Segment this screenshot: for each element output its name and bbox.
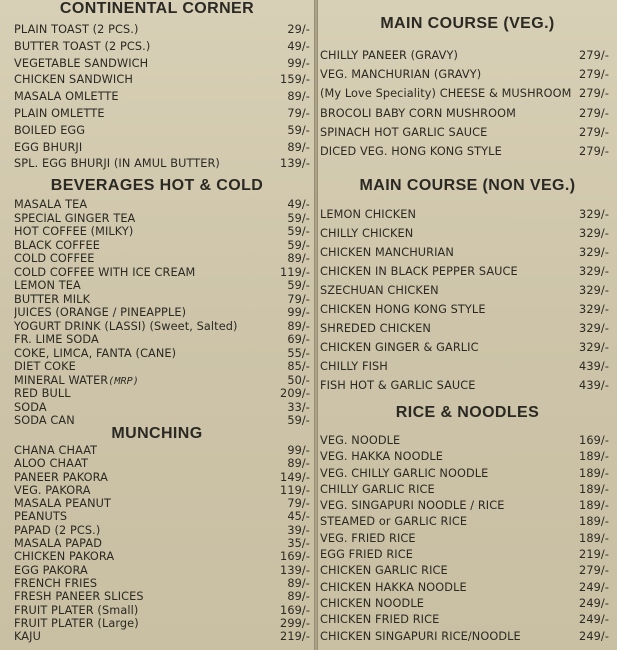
menu-item-price: 45/- bbox=[287, 510, 310, 524]
menu-item-name: CHILLY PANEER (GRAVY) bbox=[320, 49, 458, 62]
menu-item-name: KAJU bbox=[14, 630, 41, 644]
menu-item-name: PLAIN TOAST (2 PCS.) bbox=[14, 23, 139, 36]
menu-item-price: 209/- bbox=[280, 387, 310, 400]
menu-item-row bbox=[320, 514, 609, 530]
menu-item-row bbox=[14, 212, 310, 226]
menu-item-name: LEMON CHICKEN bbox=[320, 208, 417, 221]
menu-item-name: CHICKEN PAKORA bbox=[14, 550, 115, 564]
menu-item-name: FRESH PANEER SLICES bbox=[14, 590, 144, 604]
menu-item-name: YOGURT DRINK (LASSI) (Sweet, Salted) bbox=[14, 319, 238, 333]
menu-item-row bbox=[320, 449, 609, 465]
menu-item-price: 85/- bbox=[287, 360, 310, 373]
section-title-rice-noodles: RICE & NOODLES bbox=[395, 404, 540, 421]
menu-item-price: 249/- bbox=[579, 580, 609, 594]
menu-item-price: 50/- bbox=[287, 373, 310, 387]
menu-item-price: 39/- bbox=[287, 523, 310, 537]
menu-item-row bbox=[320, 300, 609, 319]
menu-item-name: JUICES (ORANGE / PINEAPPLE) bbox=[14, 306, 187, 319]
menu-item-price: 279/- bbox=[579, 68, 609, 82]
menu-item-price: 279/- bbox=[579, 87, 609, 101]
menu-item-row bbox=[14, 564, 310, 577]
menu-item-price: 219/- bbox=[579, 548, 609, 562]
main-nonveg-list bbox=[320, 205, 609, 395]
menu-item-row bbox=[14, 239, 310, 253]
menu-item-row bbox=[14, 360, 310, 374]
menu-item-name: SODA CAN bbox=[14, 414, 75, 427]
menu-item-row bbox=[14, 333, 310, 347]
menu-item-name: EGG FRIED RICE bbox=[320, 548, 413, 562]
menu-item-price: 35/- bbox=[287, 537, 310, 551]
menu-item-price: 59/- bbox=[287, 238, 310, 252]
menu-item-row bbox=[14, 56, 310, 73]
menu-item-name: FRUIT PLATER (Small) bbox=[14, 603, 139, 617]
menu-item-name: VEG. HAKKA NOODLE bbox=[320, 450, 444, 464]
menu-item-name: EGG BHURJI bbox=[14, 140, 83, 154]
menu-item-name: BUTTER MILK bbox=[14, 292, 91, 306]
menu-item-price: 59/- bbox=[287, 279, 310, 292]
menu-item-row bbox=[14, 484, 310, 497]
menu-item-row bbox=[14, 387, 310, 401]
menu-item-name: COLD COFFEE bbox=[14, 252, 95, 265]
menu-item-price: 79/- bbox=[287, 497, 310, 511]
menu-item-row bbox=[14, 510, 310, 523]
menu-item-price: 189/- bbox=[579, 531, 609, 545]
menu-item-price: 189/- bbox=[579, 450, 609, 464]
menu-item-price: 249/- bbox=[579, 629, 609, 643]
menu-item-row bbox=[320, 243, 609, 262]
main-veg-list bbox=[320, 46, 609, 161]
menu-item-row bbox=[14, 347, 310, 361]
menu-item-row bbox=[320, 563, 609, 579]
menu-item-row bbox=[14, 198, 310, 212]
menu-item-price: 89/- bbox=[287, 576, 310, 590]
menu-item-price: 89/- bbox=[287, 90, 310, 104]
menu-item-price: 33/- bbox=[287, 400, 310, 414]
menu-item-name: SPINACH HOT GARLIC SAUCE bbox=[320, 125, 488, 139]
menu-item-name: VEGETABLE SANDWICH bbox=[14, 56, 149, 70]
menu-item-name: CHICKEN HONG KONG STYLE bbox=[320, 303, 486, 316]
menu-item-row bbox=[14, 617, 310, 630]
menu-item-name: CHICKEN MANCHURIAN bbox=[320, 246, 454, 259]
menu-item-name: BOILED EGG bbox=[14, 123, 86, 137]
menu-item-name: VEG. MANCHURIAN (GRAVY) bbox=[320, 68, 482, 82]
menu-item-row bbox=[14, 590, 310, 603]
menu-item-price: 139/- bbox=[280, 563, 310, 577]
menu-item-name: FISH HOT & GARLIC SAUCE bbox=[320, 379, 476, 392]
menu-item-row bbox=[320, 46, 609, 65]
menu-item-price: 89/- bbox=[287, 140, 310, 154]
menu-item-name: BUTTER TOAST (2 PCS.) bbox=[14, 39, 151, 53]
continental-list bbox=[14, 22, 310, 173]
beverages-list bbox=[14, 198, 310, 428]
section-title-main-nonveg: MAIN COURSE (NON VEG.) bbox=[359, 177, 576, 194]
menu-item-name: LEMON TEA bbox=[14, 279, 81, 292]
menu-item-name: SZECHUAN CHICKEN bbox=[320, 284, 439, 297]
menu-item-price: 439/- bbox=[579, 360, 609, 373]
menu-item-price: 329/- bbox=[579, 322, 609, 335]
menu-item-name: VEG. SINGAPURI NOODLE / RICE bbox=[320, 499, 505, 513]
menu-item-row bbox=[320, 104, 609, 123]
menu-item-name: PEANUTS bbox=[14, 510, 68, 524]
menu-item-price: 89/- bbox=[287, 457, 310, 471]
menu-item-name: STEAMED or GARLIC RICE bbox=[320, 515, 468, 529]
menu-item-row bbox=[14, 306, 310, 320]
menu-item-name: RED BULL bbox=[14, 387, 71, 400]
menu-item-name: COKE, LIMCA, FANTA (CANE) bbox=[14, 346, 177, 360]
menu-item-name: MINERAL WATER(MRP) bbox=[14, 373, 139, 387]
menu-item-price: 169/- bbox=[280, 550, 310, 564]
menu-item-price: 159/- bbox=[280, 73, 310, 87]
menu-item-name: CHICKEN IN BLACK PEPPER SAUCE bbox=[320, 265, 518, 278]
menu-item-row bbox=[320, 531, 609, 547]
menu-item-row bbox=[14, 537, 310, 550]
menu-item-row bbox=[14, 457, 310, 470]
menu-item-price: 329/- bbox=[579, 246, 609, 259]
menu-item-price: 49/- bbox=[287, 39, 310, 53]
menu-item-name: CHANA CHAAT bbox=[14, 444, 98, 457]
menu-item-name: CHICKEN NOODLE bbox=[320, 596, 424, 610]
menu-item-price: 189/- bbox=[579, 466, 609, 480]
menu-item-price: 189/- bbox=[579, 482, 609, 496]
menu-item-price: 219/- bbox=[280, 630, 310, 644]
menu-item-row bbox=[14, 140, 310, 157]
menu-item-price: 189/- bbox=[579, 499, 609, 513]
menu-item-price: 79/- bbox=[287, 292, 310, 306]
menu-item-name: FRUIT PLATER (Large) bbox=[14, 616, 139, 630]
menu-item-name: CHICKEN SANDWICH bbox=[14, 73, 133, 87]
menu-item-row bbox=[14, 471, 310, 484]
section-title-beverages: BEVERAGES HOT & COLD bbox=[50, 177, 264, 194]
menu-item-price: 249/- bbox=[579, 613, 609, 627]
section-title-main-veg: MAIN COURSE (VEG.) bbox=[380, 15, 555, 32]
menu-item-row bbox=[14, 225, 310, 239]
menu-item-row bbox=[320, 142, 609, 161]
menu-item-row bbox=[320, 224, 609, 243]
menu-item-name: BLACK COFFEE bbox=[14, 238, 100, 252]
menu-item-name: PAPAD (2 PCS.) bbox=[14, 523, 101, 537]
menu-item-price: 189/- bbox=[579, 515, 609, 529]
menu-item-row bbox=[320, 612, 609, 628]
menu-item-row bbox=[14, 444, 310, 457]
menu-item-name: HOT COFFEE (MILKY) bbox=[14, 225, 134, 238]
menu-item-name: SPL. EGG BHURJI (IN AMUL BUTTER) bbox=[14, 157, 220, 171]
menu-item-name: SODA bbox=[14, 400, 47, 414]
menu-item-row bbox=[14, 293, 310, 307]
menu-item-price: 329/- bbox=[579, 303, 609, 316]
menu-item-row bbox=[14, 577, 310, 590]
menu-item-name: CHICKEN HAKKA NOODLE bbox=[320, 580, 467, 594]
menu-item-name: VEG. FRIED RICE bbox=[320, 531, 416, 545]
menu-item-name: FR. LIME SODA bbox=[14, 333, 99, 346]
menu-item-name: SPECIAL GINGER TEA bbox=[14, 211, 136, 225]
menu-item-row bbox=[320, 262, 609, 281]
menu-item-price: 139/- bbox=[280, 157, 310, 171]
menu-item-row bbox=[14, 497, 310, 510]
menu-item-price: 59/- bbox=[287, 123, 310, 137]
menu-item-price: 119/- bbox=[280, 265, 310, 279]
munching-list bbox=[14, 444, 310, 643]
menu-item-name: VEG. NOODLE bbox=[320, 434, 401, 447]
menu-item-price: 279/- bbox=[579, 125, 609, 139]
menu-item-row bbox=[320, 466, 609, 482]
menu-item-row bbox=[320, 580, 609, 596]
menu-item-row bbox=[14, 89, 310, 106]
menu-item-price: 59/- bbox=[287, 225, 310, 238]
menu-item-price: 279/- bbox=[579, 49, 609, 62]
menu-item-price: 279/- bbox=[579, 144, 609, 158]
menu-item-row bbox=[14, 39, 310, 56]
menu-item-row bbox=[320, 357, 609, 376]
menu-item-price: 329/- bbox=[579, 227, 609, 240]
menu-item-row bbox=[320, 596, 609, 612]
menu-item-name: CHICKEN GINGER & GARLIC bbox=[320, 341, 479, 354]
menu-item-row bbox=[320, 281, 609, 300]
menu-item-price: 299/- bbox=[280, 616, 310, 630]
handwritten-note: (MRP) bbox=[108, 375, 139, 387]
menu-item-price: 149/- bbox=[280, 470, 310, 484]
menu-item-price: 329/- bbox=[579, 284, 609, 297]
menu-item-name: VEG. PAKORA bbox=[14, 483, 91, 497]
menu-item-row bbox=[14, 156, 310, 173]
section-title-continental: CONTINENTAL CORNER bbox=[59, 0, 255, 17]
menu-item-name: CHICKEN SINGAPURI RICE/NOODLE bbox=[320, 629, 521, 643]
rice-noodles-list bbox=[320, 433, 609, 645]
section-title-munching: MUNCHING bbox=[111, 425, 203, 442]
menu-item-price: 69/- bbox=[287, 333, 310, 346]
menu-item-price: 79/- bbox=[287, 106, 310, 120]
menu-item-row bbox=[14, 550, 310, 563]
menu-item-name: MASALA PAPAD bbox=[14, 537, 102, 551]
menu-item-row bbox=[320, 498, 609, 514]
menu-item-name: VEG. CHILLY GARLIC NOODLE bbox=[320, 466, 489, 480]
menu-item-row bbox=[14, 374, 310, 388]
menu-item-row bbox=[320, 433, 609, 449]
menu-item-name: DICED VEG. HONG KONG STYLE bbox=[320, 144, 502, 158]
menu-item-row bbox=[14, 22, 310, 39]
menu-item-name: (My Love Speciality) CHEESE & MUSHROOM bbox=[320, 87, 572, 101]
menu-item-row bbox=[320, 338, 609, 357]
menu-right-column bbox=[318, 0, 617, 650]
menu-item-price: 169/- bbox=[579, 434, 609, 447]
menu-item-price: 55/- bbox=[287, 346, 310, 360]
menu-item-row bbox=[14, 630, 310, 643]
menu-item-price: 329/- bbox=[579, 341, 609, 354]
menu-item-name: CHICKEN GARLIC RICE bbox=[320, 564, 448, 578]
menu-item-name: COLD COFFEE WITH ICE CREAM bbox=[14, 265, 196, 279]
menu-item-price: 99/- bbox=[287, 444, 310, 457]
menu-item-price: 89/- bbox=[287, 319, 310, 333]
menu-item-price: 279/- bbox=[579, 564, 609, 578]
menu-item-row bbox=[14, 252, 310, 266]
menu-item-price: 89/- bbox=[287, 590, 310, 604]
menu-item-row bbox=[14, 401, 310, 415]
menu-item-price: 59/- bbox=[287, 211, 310, 225]
menu-item-name: CHILLY FISH bbox=[320, 360, 388, 373]
menu-item-name: CHICKEN FRIED RICE bbox=[320, 613, 440, 627]
menu-item-price: 99/- bbox=[287, 56, 310, 70]
menu-item-row bbox=[320, 376, 609, 395]
menu-item-price: 279/- bbox=[579, 106, 609, 120]
menu-item-row bbox=[320, 629, 609, 645]
menu-item-row bbox=[14, 266, 310, 280]
menu-item-price: 169/- bbox=[280, 603, 310, 617]
menu-item-name: MASALA OMLETTE bbox=[14, 90, 119, 104]
menu-item-price: 89/- bbox=[287, 252, 310, 265]
menu-item-price: 99/- bbox=[287, 306, 310, 319]
menu-item-price: 249/- bbox=[579, 596, 609, 610]
menu-item-price: 49/- bbox=[287, 198, 310, 211]
menu-item-name: CHILLY GARLIC RICE bbox=[320, 482, 435, 496]
menu-item-name: BROCOLI BABY CORN MUSHROOM bbox=[320, 106, 516, 120]
menu-item-name: CHILLY CHICKEN bbox=[320, 227, 414, 240]
menu-item-row bbox=[14, 106, 310, 123]
menu-item-row bbox=[320, 482, 609, 498]
menu-item-row bbox=[320, 205, 609, 224]
menu-item-name: PLAIN OMLETTE bbox=[14, 106, 105, 120]
menu-item-name: ALOO CHAAT bbox=[14, 457, 89, 471]
menu-item-row bbox=[320, 123, 609, 142]
menu-item-price: 29/- bbox=[287, 23, 310, 36]
menu-item-row bbox=[320, 84, 609, 103]
menu-item-row bbox=[14, 279, 310, 293]
menu-item-row bbox=[14, 123, 310, 140]
menu-item-price: 329/- bbox=[579, 208, 609, 221]
menu-item-name: MASALA PEANUT bbox=[14, 497, 112, 511]
menu-item-name: PANEER PAKORA bbox=[14, 470, 108, 484]
menu-item-name: FRENCH FRIES bbox=[14, 576, 98, 590]
menu-item-row bbox=[14, 524, 310, 537]
menu-item-row bbox=[320, 319, 609, 338]
menu-item-row bbox=[320, 65, 609, 84]
menu-item-row bbox=[320, 547, 609, 563]
menu-item-price: 439/- bbox=[579, 379, 609, 392]
menu-item-row bbox=[14, 604, 310, 617]
menu-item-name: EGG PAKORA bbox=[14, 563, 88, 577]
menu-item-name: DIET COKE bbox=[14, 360, 76, 373]
menu-item-name: SHREDED CHICKEN bbox=[320, 322, 431, 335]
menu-item-name: MASALA TEA bbox=[14, 198, 88, 211]
menu-item-price: 59/- bbox=[287, 414, 310, 427]
menu-item-row bbox=[14, 72, 310, 89]
menu-item-price: 329/- bbox=[579, 265, 609, 278]
menu-item-price: 119/- bbox=[280, 483, 310, 497]
menu-item-row bbox=[14, 320, 310, 334]
